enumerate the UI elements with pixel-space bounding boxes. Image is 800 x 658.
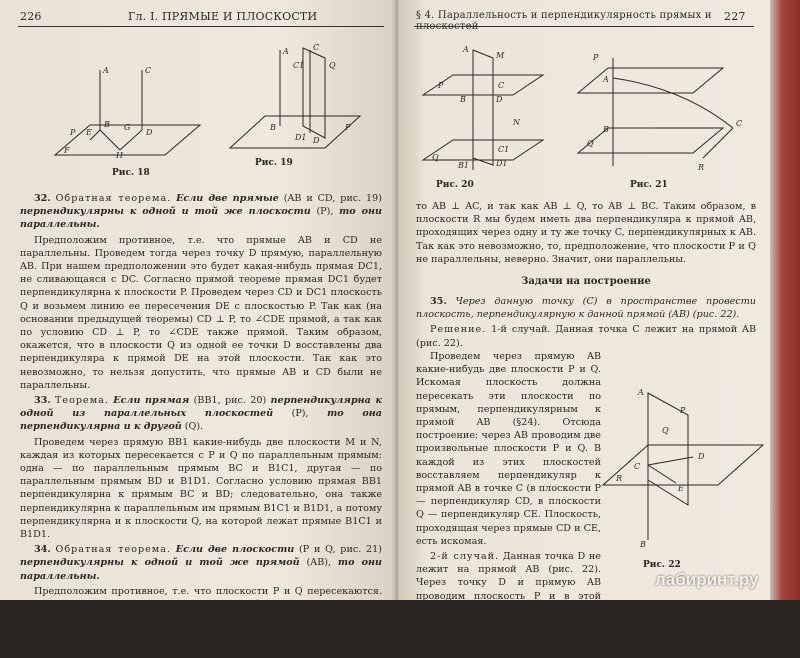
s32-heading: Обратная теорема. [55,193,172,204]
fig18-label: H [116,151,123,160]
s34-a: Если две плоскости [175,544,295,556]
fig18-label: C [145,66,152,75]
fig19-label: C [313,43,320,52]
fig19-label: D [313,136,320,145]
s33-a: Если прямая [113,395,190,407]
s32-c: перпендикулярны к одной и той же плоскости [20,206,311,218]
case-2-heading: 2-й случай. [430,551,500,563]
s34-b: (P и Q, рис. 21) [299,544,382,556]
fig22-plane-r [603,445,763,485]
s34-e: то они параллельны. [20,557,382,582]
s33-f: (Q). [184,421,204,433]
s32-number: 32. [34,193,51,204]
fig21-label: A [603,75,609,84]
fig22-label: R [616,474,623,483]
s35-number: 35. [430,296,447,307]
fig19-label: A [283,47,289,56]
fig22-label: C [634,462,641,471]
right-header-title: § 4. Параллельность и перпендикулярность прямых и [416,10,712,21]
s34-d: (AB), [306,557,332,569]
s34-heading: Обратная теорема. [55,544,172,556]
fig19-label: Q [329,61,336,70]
s33-number: 33. [34,395,51,407]
fig18-label: G [124,123,131,132]
fig22-label: Q [662,426,669,435]
fig20-caption: Рис. 20 [436,180,474,190]
s32-e: то они параллельны. [20,206,382,231]
fig22-line-cd [648,457,693,465]
fig22-line-ce [648,465,676,483]
right-page-number: 227 [724,10,746,23]
fig18-caption: Рис. 18 [112,168,150,178]
fig20-label: M [496,51,505,60]
paragraph-4: то AB ⊥ AC, и так как AB ⊥ Q, то AB ⊥ BC. Таким образом, в плоскости R мы будем иметь два перпендикуляра к прямой AB, проходящих через одну и ту же точку C, перпендикулярных к AB. Так как это невозможно, то, предположение, что плоскости P и Q не параллельны, неверно. Значит, они параллельны. [416,201,756,265]
fig20-label: A [463,45,469,54]
fig18-label: P [70,128,76,137]
problem-35 [416,295,756,352]
solution-case-1: 1-й случай. Данная точка C лежит на прямой AB (рис. 22). [416,324,756,349]
fig20-plane-q [423,140,543,160]
fig21-curve [613,78,733,128]
solution-heading: Решение. [430,324,487,336]
figure-18 [50,55,240,170]
fig20-label: B1 [458,161,469,170]
fig21-label: B [603,125,609,134]
s32-a: Если две прямые [176,193,279,204]
left-page [0,0,398,637]
fig20-label: D1 [496,159,508,168]
figure-22 [598,385,768,565]
fig21-label: R [698,163,705,172]
fig20-label: C [498,81,505,90]
s32-d: (P), [316,206,334,218]
fig19-label: B [270,123,276,132]
figure-21 [573,48,748,178]
paragraph-3: Предположим противное, т.е. что плоскости P и Q пересекаются. Возьмем на линии их пересечения какую-нибудь точку C и проведем плоскость R через C и прямую AB. Плоскость R пересечет плоскости P и Q соответственно по прямым AC и BC. Так как AB ⊥ P, [20,585,382,637]
fig22-label: D [698,452,705,461]
fig21-label: Q [587,139,594,148]
left-body-text [20,192,382,640]
s33-e: то она перпендикулярна и к другой [20,408,382,433]
fig18-label: A [103,66,109,75]
fig18-label: D [146,128,153,137]
paragraph-2: Проведем через прямую BB1 какие-нибудь две плоскости M и N, каждая из которых пересекается с P и Q по параллельным прямым: одна — по параллельным прямым BC и B1C1, другая — по параллельным прямым BD и B1D1. Согласно условию прямая BB1 перпендикулярна к прямым BC и BD; следовательно, она также перпендикулярна к параллельным им прямым B1C1 и B1D1, а потому перпендикулярна и к плоскости Q, на которой лежат прямые B1C1 и B1D1. [20,436,382,541]
fig18-seg3 [120,130,142,150]
fig22-caption: Рис. 22 [643,560,681,570]
section-title: Задачи на построение [521,276,651,287]
fig18-label: B [104,120,110,129]
right-page [398,0,770,655]
fig21-plane-q [578,128,723,153]
fig19-plane [230,116,360,148]
paragraph-6: Данная точка D не лежит на прямой AB (рис. 22). Через точку D и прямую AB проводим плоскость P и в этой плоскости строим прямую DC, перпендикулярную к AB. Через прямую AB проводим произвольно вторую [416,551,601,655]
s34-c: перпендикулярны к одной и той же прямой [20,557,300,569]
figure-20 [418,40,548,180]
s34-number: 34. [34,544,51,556]
fig18-label: F [64,146,70,155]
fig22-label: E [678,484,684,493]
book-cover-edge [770,0,800,600]
paragraph-5: Проведем через прямую AB какие-нибудь две плоскости P и Q. Искомая плоскость должна пересекать эти плоскости по прямым, перпендикулярным к прямой AB (§24). Отсюда построение: через AB проводим две произвольные плоскости P и Q. В каждой из этих плоскостей восставляем перпендикуляр к прямой AB в точке C (в плоскости P — перпендикуляр CD, в плоскости Q — перпендикуляр CE. Плоскость, проходящая через прямые CD и CE, есть искомая. [416,351,601,547]
s32-b: (AB и CD, рис. 19) [283,193,382,204]
fig22-label: P [680,406,686,415]
fig18-seg2 [100,130,120,150]
fig20-label: C1 [498,145,510,154]
fig20-label: N [513,118,520,127]
fig22-label: B [640,540,646,549]
fig19-plane-q [303,48,325,138]
right-top-text [416,200,756,268]
fig20-label: B [460,95,466,104]
fig22-label: A [638,388,644,397]
fig20-plane-m [473,50,493,165]
s33-c: перпендикулярна к одной из параллельных плоскостей [20,395,382,420]
fig19-caption: Рис. 19 [255,158,293,168]
right-header-rule [414,26,754,27]
s33-heading: Теорема. [55,395,109,407]
fig21-plane-p [578,68,723,93]
fig21-label: C [736,119,743,128]
fig19-label: P [345,123,351,132]
left-header-title: Гл. I. ПРЯМЫЕ И ПЛОСКОСТИ [128,10,318,23]
fig21-label: P [593,53,599,62]
watermark: лабиринт.ру [655,570,759,589]
fig19-label: C1 [293,61,305,70]
fig19-label: D1 [295,133,307,142]
fig20-label: Q [432,153,439,162]
s33-d: (P), [291,408,309,420]
s35-text: Через данную точку (C) в пространстве провести плоскость, перпендикулярную к данной прямой (AB) (рис. 22). [416,296,756,321]
fig18-label: E [86,128,92,137]
s33-b: (BB1, рис. 20) [193,395,267,407]
paragraph-1: Предположим противное, т.е. что прямые AB и CD не параллельны. Проведем тогда через точку D прямую, параллельную AB. При нашем предположении это будет какая-нибудь прямая DC1, не сливающаяся с DC. Согласно прямой теореме прямая DC1 будет перпендикулярна к плоскости P. Проведем через CD и DC1 плоскость Q и возьмем линию ее пересечения DE с плоскостью P. Так как (на основании предыдущей теоремы) CD ⊥ P, то ∠CDE прямой, а так как по условию CD ⊥ P, то ∠CDE также прямой. Таким образом, окажется, что в плоскости Q из одной ее точки D восставлены два перпендикуляра к прямой DE на этой плоскости. Так как это невозможно, то нельзя допустить, что прямые AB и CD были не параллельны. [20,234,382,391]
left-page-number: 226 [20,10,42,23]
fig21-caption: Рис. 21 [630,180,668,190]
fig20-label: D [496,95,503,104]
figure-19 [225,38,365,158]
left-header-rule [18,26,384,27]
fig20-label: P [438,81,444,90]
